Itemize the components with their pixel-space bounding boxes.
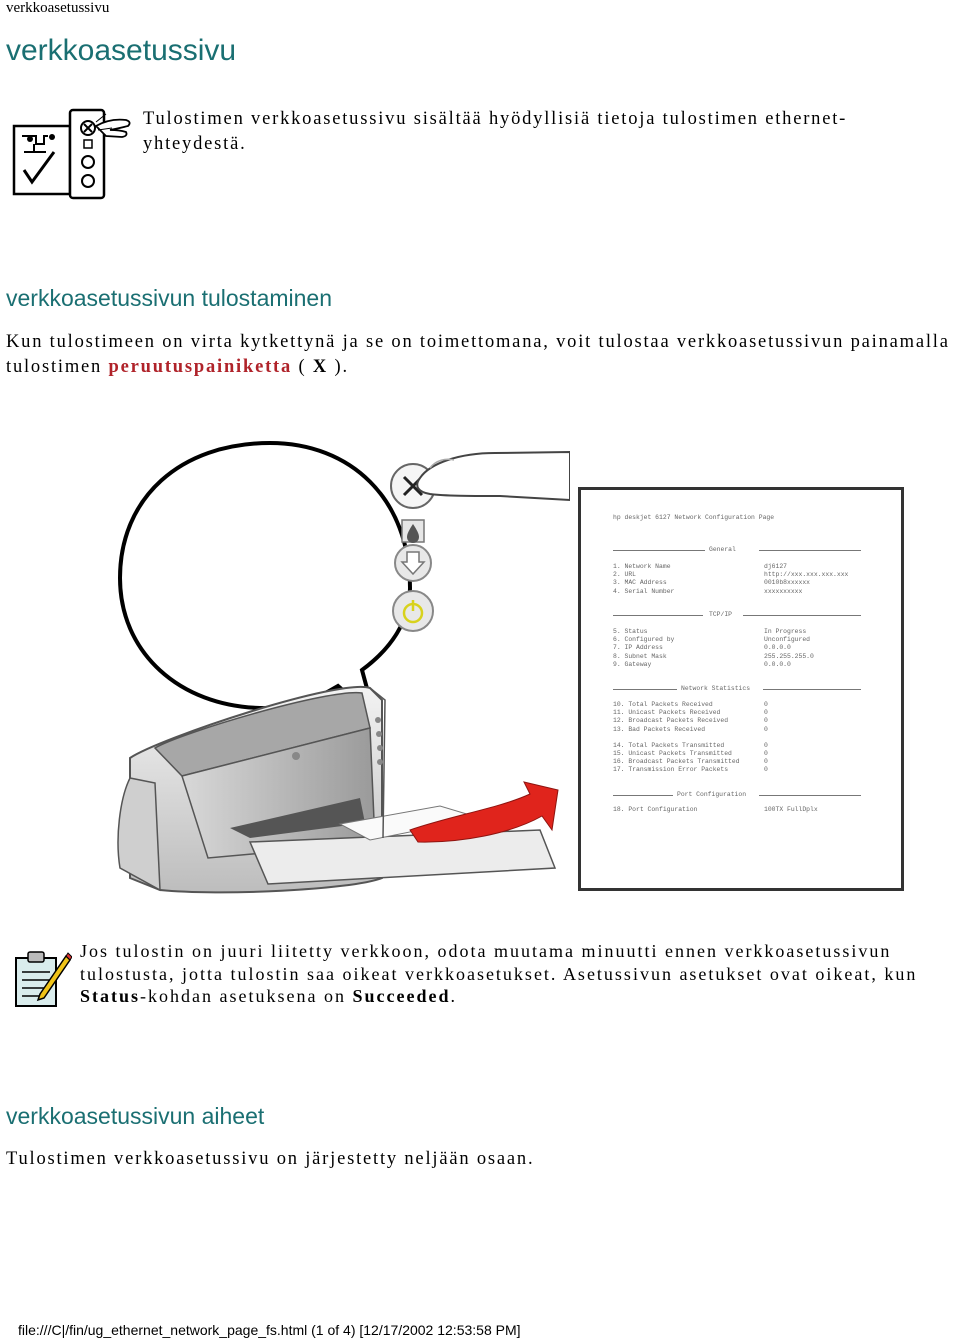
network-page-icon xyxy=(12,106,136,202)
config-row-label: 5. Status xyxy=(613,628,648,635)
document-title: verkkoasetussivu xyxy=(6,0,110,16)
note-paragraph xyxy=(80,940,950,1008)
config-row-value: 0 xyxy=(764,750,768,758)
config-row-label: 11. Unicast Packets Received xyxy=(613,709,721,717)
network-configuration-page xyxy=(578,487,904,891)
config-row-label: 15. Unicast Packets Transmitted xyxy=(613,750,732,758)
succeeded-keyword: Succeeded xyxy=(352,986,451,1006)
page-title: verkkoasetussivu xyxy=(6,34,237,67)
config-page-title: hp deskjet 6127 Network Configuration Page xyxy=(613,514,775,521)
config-row-value: 0 xyxy=(764,709,768,717)
config-row-label: 12. Broadcast Packets Received xyxy=(613,717,729,725)
config-row-label: 18. Port Configuration xyxy=(613,806,698,813)
config-row-value: 255.255.255.0 xyxy=(764,652,814,660)
config-row-label: 14. Total Packets Transmitted xyxy=(613,741,725,749)
status-keyword: Status xyxy=(80,986,141,1006)
config-row-value: dj6127 xyxy=(764,563,788,570)
config-row-value: 0.0.0.0 xyxy=(764,644,791,652)
config-row-label: 10. Total Packets Received xyxy=(613,701,713,708)
note-icon xyxy=(10,946,72,1010)
section-title: Network Statistics xyxy=(681,685,751,692)
config-row-value: 0 xyxy=(764,741,768,749)
config-row-value: xxxxxxxxxx xyxy=(764,587,803,595)
config-row-value: 0 xyxy=(764,717,768,725)
config-row-label: 4. Serial Number xyxy=(613,587,675,595)
config-row-value: 0 xyxy=(764,766,768,774)
config-row-label: 6. Configured by xyxy=(613,636,675,644)
config-row-label: 2. URL xyxy=(613,571,637,579)
config-row-label: 8. Subnet Mask xyxy=(613,652,667,660)
cancel-button-name: peruutuspainiketta xyxy=(108,357,293,377)
section-heading-topics: verkkoasetussivun aiheet xyxy=(6,1103,265,1129)
config-row-value: 0 xyxy=(764,701,768,708)
footer-file-path: file:///C|/fin/ug_ethernet_network_page_fs.html (1 of 4) [12/17/2002 12:53:58 PM] xyxy=(18,1322,521,1338)
config-row-value: In Progress xyxy=(764,628,807,635)
section-title: Port Configuration xyxy=(677,791,747,798)
note-text-before: Jos tulostin on juuri liitetty verkkoon, odota muutama minuutti ennen verkkoasetussivun tulostusta, jotta tulostin saa oikeat verkkoasetukset. Asetussivun asetukset ovat oikeat, kun xyxy=(80,941,918,984)
config-row-label: 16. Broadcast Packets Transmitted xyxy=(613,758,740,766)
print-text-paren-open: ( xyxy=(292,357,313,377)
config-row-value: 0010b8xxxxxx xyxy=(764,579,811,587)
config-row-value: 0 xyxy=(764,725,768,733)
section-heading-print: verkkoasetussivun tulostaminen xyxy=(6,285,332,311)
config-row-label: 7. IP Address xyxy=(613,644,663,652)
section-network-statistics xyxy=(613,685,861,693)
note-text-middle: -kohdan asetuksena on xyxy=(140,986,353,1006)
config-row-label: 1. Network Name xyxy=(613,563,671,570)
config-row-label: 9. Gateway xyxy=(613,660,652,668)
config-row-value: http://xxx.xxx.xxx.xxx xyxy=(764,571,849,579)
config-row-label: 17. Transmission Error Packets xyxy=(613,766,729,774)
config-row-value: 0.0.0.0 xyxy=(764,660,791,668)
config-row-value: 0 xyxy=(764,758,768,766)
intro-paragraph: Tulostimen verkkoasetussivu sisältää hyödyllisiä tietoja tulostimen ethernet-yhteydestä. xyxy=(143,109,848,154)
cancel-button-symbol: X xyxy=(312,357,329,377)
topics-paragraph: Tulostimen verkkoasetussivu on järjestetty neljään osaan. xyxy=(6,1149,535,1169)
config-row-label: 13. Bad Packets Received xyxy=(613,725,706,733)
section-tcpip xyxy=(613,611,861,619)
note-text-after: . xyxy=(450,986,457,1006)
config-row-value: Unconfigured xyxy=(764,636,811,644)
print-text-before: Kun tulostimeen on virta kytkettynä ja se on toimettomana, voit tulostaa verkkoasetussivun painamalla tulostimen xyxy=(6,332,950,377)
config-row-label: 3. MAC Address xyxy=(613,579,667,587)
section-port-configuration xyxy=(613,791,861,799)
printer-illustration xyxy=(100,438,570,898)
config-row-value: 100TX FullDplx xyxy=(764,806,818,813)
print-text-paren-close: ). xyxy=(328,357,349,377)
section-general xyxy=(613,546,861,554)
section-title: General xyxy=(709,546,736,553)
section-title: TCP/IP xyxy=(709,611,733,618)
print-instructions xyxy=(6,330,958,380)
